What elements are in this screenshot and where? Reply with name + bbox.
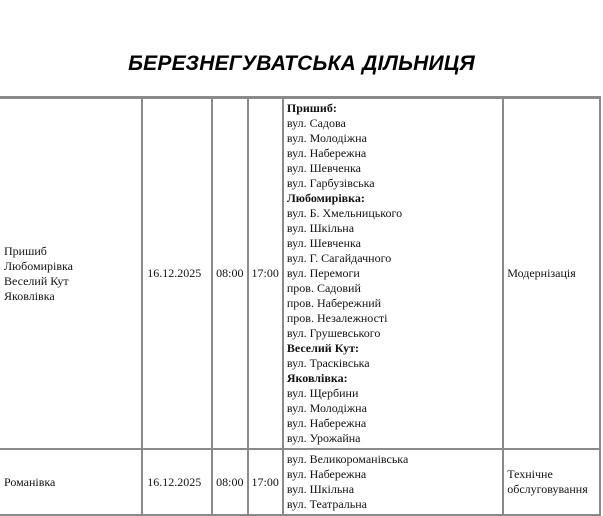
- street-group-header: Веселий Кут:: [286, 341, 359, 355]
- street-item: вул. Набережна: [286, 467, 367, 481]
- street-item: пров. Набережний: [286, 296, 382, 310]
- date-cell: 16.12.2025: [142, 449, 212, 515]
- street-item: пров. Садовий: [286, 281, 361, 295]
- street-item: вул. Театральна: [286, 497, 367, 511]
- street-item: вул. Молодіжна: [286, 401, 367, 415]
- start-time-cell: 08:00: [212, 98, 247, 450]
- date-cell: 16.12.2025: [142, 98, 212, 450]
- table-row: [0, 449, 600, 515]
- street-item: вул. Садова: [286, 116, 346, 130]
- street-item: вул. Набережна: [286, 146, 367, 160]
- settlement-name: Яковлівка: [4, 288, 55, 303]
- street-group-header: Пришиб:: [286, 101, 337, 115]
- streets-cell: [283, 449, 503, 515]
- street-item: вул. Гарбузівська: [286, 176, 375, 190]
- street-item: вул. Урожайна: [286, 431, 361, 445]
- street-item: вул. Грушевського: [286, 326, 381, 340]
- street-item: пров. Незалежності: [286, 311, 388, 325]
- streets-cell: [283, 98, 503, 450]
- end-time-cell: 17:00: [248, 449, 283, 515]
- settlements-cell: [0, 98, 142, 450]
- street-group-header: Яковлівка:: [286, 371, 348, 385]
- street-item: вул. Шевченка: [286, 236, 361, 250]
- settlements-cell: [0, 449, 142, 515]
- street-item: вул. Шевченка: [286, 161, 361, 175]
- street-item: вул. Б. Хмельницького: [286, 206, 403, 220]
- settlement-name: Пришиб: [4, 243, 47, 258]
- street-item: вул. Шкільна: [286, 221, 355, 235]
- settlement-name: Любомирівка: [4, 258, 73, 273]
- reason-cell: Технічне обслуговування: [503, 449, 600, 515]
- reason-cell: Модернізація: [503, 98, 600, 450]
- street-item: вул. Молодіжна: [286, 131, 367, 145]
- start-time-cell: 08:00: [212, 449, 247, 515]
- street-item: вул. Набережна: [286, 416, 367, 430]
- street-item: вул. Великороманівська: [286, 452, 409, 466]
- end-time-cell: 17:00: [248, 98, 283, 450]
- street-group-header: Любомирівка:: [286, 191, 365, 205]
- street-item: вул. Трасківська: [286, 356, 370, 370]
- outage-schedule-table: [0, 96, 601, 516]
- page-title: БЕРЕЗНЕГУВАТСЬКА ДІЛЬНИЦЯ: [128, 52, 475, 75]
- street-item: вул. Перемоги: [286, 266, 360, 280]
- street-item: вул. Шкільна: [286, 482, 355, 496]
- table-row: [0, 98, 600, 450]
- street-item: вул. Г. Сагайдачного: [286, 251, 392, 265]
- settlement-name: Романівка: [4, 474, 56, 489]
- settlement-name: Веселий Кут: [4, 273, 69, 288]
- street-item: вул. Щербини: [286, 386, 359, 400]
